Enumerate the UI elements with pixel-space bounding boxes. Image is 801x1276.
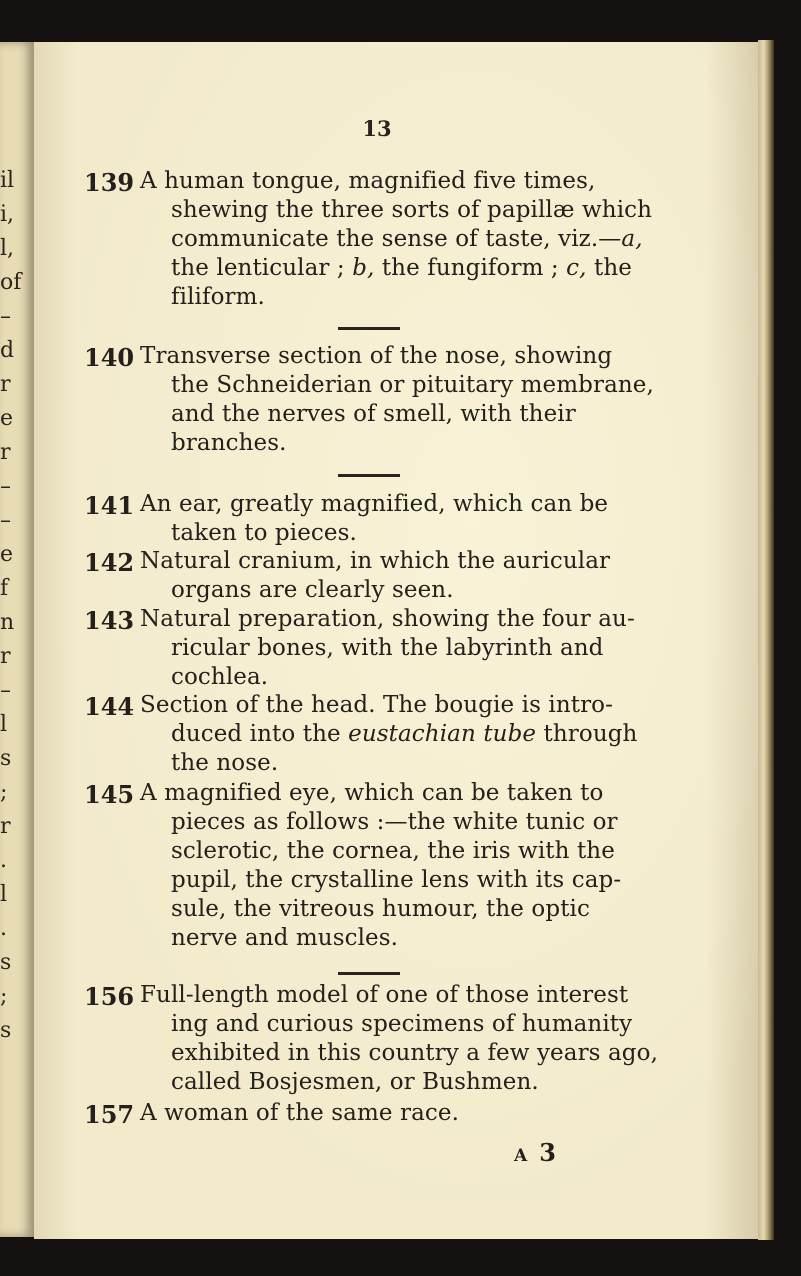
entry-text-line: sule, the vitreous humour, the optic xyxy=(171,896,590,922)
entry-text-line: communicate the sense of taste, viz.—a, xyxy=(171,226,643,252)
signature-mark xyxy=(514,1138,556,1167)
facing-page-fragment: f xyxy=(0,576,9,601)
facing-page-fragment: d xyxy=(0,338,15,363)
entry-number: 140 xyxy=(84,343,135,372)
facing-page-fragment: . xyxy=(0,848,7,873)
facing-page-fragment: r xyxy=(0,814,11,839)
facing-page-fragment: s xyxy=(0,950,12,975)
entry-text-line: A woman of the same race. xyxy=(140,1100,460,1126)
entry-text-line: pupil, the crystalline lens with its cap- xyxy=(171,867,622,893)
facing-page-fragment: e xyxy=(0,542,14,567)
signature-number: 3 xyxy=(539,1138,556,1167)
signature-letter: A xyxy=(514,1146,528,1166)
entry-text-line: shewing the three sorts of papillæ which xyxy=(171,197,653,223)
entry-text-line: nerve and muscles. xyxy=(171,925,399,951)
entry-text-line: the Schneiderian or pituitary membrane, xyxy=(171,372,654,398)
entry-number: 143 xyxy=(84,606,135,635)
entry-text-line: ing and curious specimens of humanity xyxy=(171,1011,633,1037)
facing-page-fragment: s xyxy=(0,746,12,771)
entry-number: 145 xyxy=(84,780,135,809)
facing-page-fragment: il xyxy=(0,168,15,193)
facing-page-fragment: l xyxy=(0,882,8,907)
facing-page-fragment: i, xyxy=(0,202,15,227)
entry-text-line: the nose. xyxy=(171,750,279,776)
entry-text-line: called Bosjesmen, or Bushmen. xyxy=(171,1069,539,1095)
facing-page-fragment: ; xyxy=(0,984,8,1009)
entry-text-line: the lenticular ; b, the fungiform ; c, the xyxy=(171,255,632,281)
entry-number: 144 xyxy=(84,692,135,721)
entry-number: 156 xyxy=(84,982,135,1011)
section-rule xyxy=(338,327,400,330)
section-rule xyxy=(338,972,400,975)
entry-number: 139 xyxy=(84,168,135,197)
entry-text-line: A human tongue, magnified five times, xyxy=(140,168,596,194)
facing-page-fragment: l, xyxy=(0,236,15,261)
section-rule xyxy=(338,474,400,477)
facing-page-fragment: n xyxy=(0,610,15,635)
entry-text-line: branches. xyxy=(171,430,287,456)
entry-text-line: Natural preparation, showing the four au- xyxy=(140,606,635,632)
facing-page-fragment: – xyxy=(0,508,11,533)
facing-page-edge xyxy=(0,42,34,1237)
entry-text-line: organs are clearly seen. xyxy=(171,577,454,603)
entry-text-line: A magnified eye, which can be taken to xyxy=(140,780,604,806)
facing-page-fragment: r xyxy=(0,440,11,465)
entry-text-line: An ear, greatly magnified, which can be xyxy=(140,491,609,517)
entry-text-line: ricular bones, with the labyrinth and xyxy=(171,635,604,661)
page-number: 13 xyxy=(362,116,392,141)
entry-text-line: Natural cranium, in which the auricular xyxy=(140,548,611,574)
entry-text-line: Section of the head. The bougie is intro- xyxy=(140,692,614,718)
entry-text-line: duced into the eustachian tube through xyxy=(171,721,638,747)
facing-page-fragment: r xyxy=(0,372,11,397)
entry-text-line: taken to pieces. xyxy=(171,520,357,546)
entry-text-line: filiform. xyxy=(171,284,265,310)
page-edge xyxy=(758,40,774,1240)
entry-text-line: sclerotic, the cornea, the iris with the xyxy=(171,838,615,864)
entry-text-line: exhibited in this country a few years ago, xyxy=(171,1040,658,1066)
facing-page-fragment: . xyxy=(0,916,7,941)
entry-text-line: pieces as follows :—the white tunic or xyxy=(171,809,618,835)
facing-page-fragment: – xyxy=(0,678,11,703)
facing-page-fragment: r xyxy=(0,644,11,669)
entry-text-line: Full-length model of one of those interest xyxy=(140,982,629,1008)
facing-page-fragment: – xyxy=(0,474,11,499)
entry-number: 157 xyxy=(84,1100,135,1129)
entry-text-line: Transverse section of the nose, showing xyxy=(140,343,613,369)
entry-number: 141 xyxy=(84,491,135,520)
entry-number: 142 xyxy=(84,548,135,577)
facing-page-fragment: ; xyxy=(0,780,8,805)
facing-page-fragment: of xyxy=(0,270,22,295)
facing-page-fragment: l xyxy=(0,712,8,737)
entry-text-line: and the nerves of smell, with their xyxy=(171,401,576,427)
entry-text-line: cochlea. xyxy=(171,664,269,690)
facing-page-fragment: – xyxy=(0,304,11,329)
facing-page-fragment: s xyxy=(0,1018,12,1043)
facing-page-fragment: e xyxy=(0,406,14,431)
